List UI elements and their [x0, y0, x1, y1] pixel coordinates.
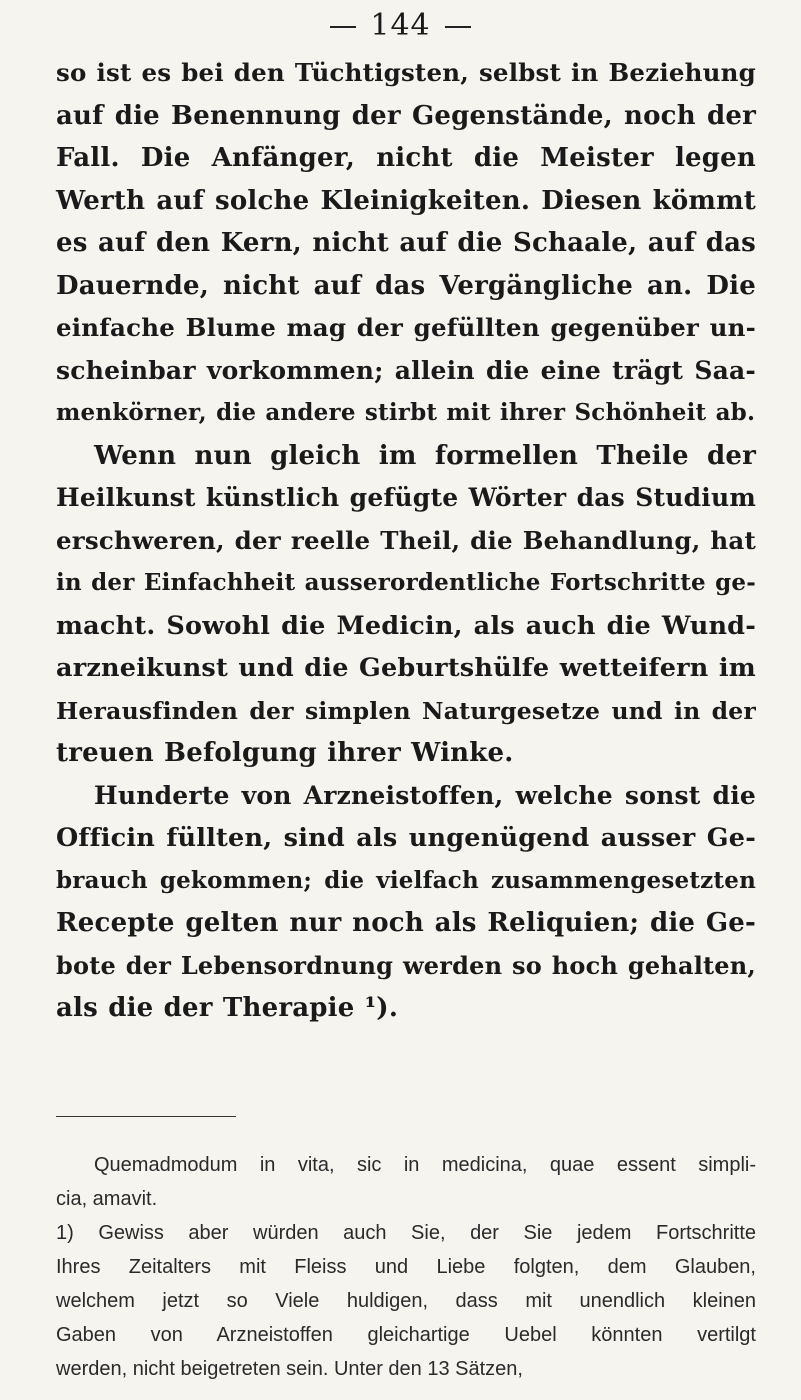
text-line: bote der Lebensordnung werden so hoch gehalten,	[56, 950, 756, 980]
text-line: arzneikunst und die Geburtshülfe wetteifern im	[56, 653, 756, 683]
text-line: treuen Befolgung ihrer Winke.	[56, 738, 514, 768]
header-dash-right	[445, 26, 471, 28]
text-line: einfache Blume mag der gefüllten gegenüber un-	[56, 313, 756, 342]
footnote-line: Gaben von Arzneistoffen gleichartige Uebel könnten vertilgt	[56, 1324, 756, 1346]
text-line: Wenn nun gleich im formellen Theile der	[94, 440, 756, 471]
text-line: erschweren, der reelle Theil, die Behandlung, hat	[56, 525, 756, 555]
text-line: menkörner, die andere stirbt mit ihrer Schönheit ab.	[56, 399, 756, 426]
text-line: brauch gekommen; die vielfach zusammengesetzten	[56, 866, 756, 894]
footnote-line: 1) Gewiss aber würden auch Sie, der Sie jedem Fortschritte	[56, 1222, 756, 1244]
text-line: so ist es bei den Tüchtigsten, selbst in Beziehung	[56, 58, 756, 87]
footnote-separator	[56, 1116, 236, 1117]
footnote-line: Quemadmodum in vita, sic in medicina, quae essent simpli-	[94, 1154, 756, 1176]
text-line: in der Einfachheit ausserordentliche Fortschritte ge-	[56, 569, 756, 596]
text-line: scheinbar vorkommen; allein die eine trägt Saa-	[56, 355, 756, 385]
footnote-line: Ihres Zeitalters mit Fleiss und Liebe folgten, dem Glauben,	[56, 1256, 756, 1278]
text-line: auf die Benennung der Gegenstände, noch der	[56, 100, 756, 131]
footnote-line: werden, nicht beigetreten sein. Unter den 13 Sätzen,	[56, 1358, 523, 1380]
text-line: Herausfinden der simplen Naturgesetze und in der	[56, 696, 756, 725]
footnotes	[56, 1148, 756, 1386]
text-line: Werth auf solche Kleinigkeiten. Diesen kömmt	[56, 185, 756, 216]
text-line: Heilkunst künstlich gefügte Wörter das Studium	[56, 483, 756, 512]
text-line: Hunderte von Arzneistoffen, welche sonst die	[94, 780, 756, 810]
main-text	[56, 52, 756, 1030]
text-line: Fall. Die Anfänger, nicht die Meister legen	[56, 143, 756, 173]
footnote-line: cia, amavit.	[56, 1188, 158, 1210]
page-header	[0, 8, 801, 43]
text-line: es auf den Kern, nicht auf die Schaale, auf das	[56, 228, 756, 258]
text-line: Officin füllten, sind als ungenügend ausser Ge-	[56, 823, 756, 853]
text-line: als die der Therapie ¹).	[56, 993, 399, 1023]
text-line: Recepte gelten nur noch als Reliquien; die Ge-	[56, 908, 756, 938]
text-line: Dauernde, nicht auf das Vergängliche an. Die	[56, 270, 756, 301]
footnote-line: welchem jetzt so Viele huldigen, dass mit unendlich kleinen	[56, 1290, 756, 1312]
text-line: macht. Sowohl die Medicin, als auch die Wund-	[56, 610, 756, 641]
page-number: 144	[370, 8, 431, 43]
header-dash-left	[330, 26, 356, 28]
